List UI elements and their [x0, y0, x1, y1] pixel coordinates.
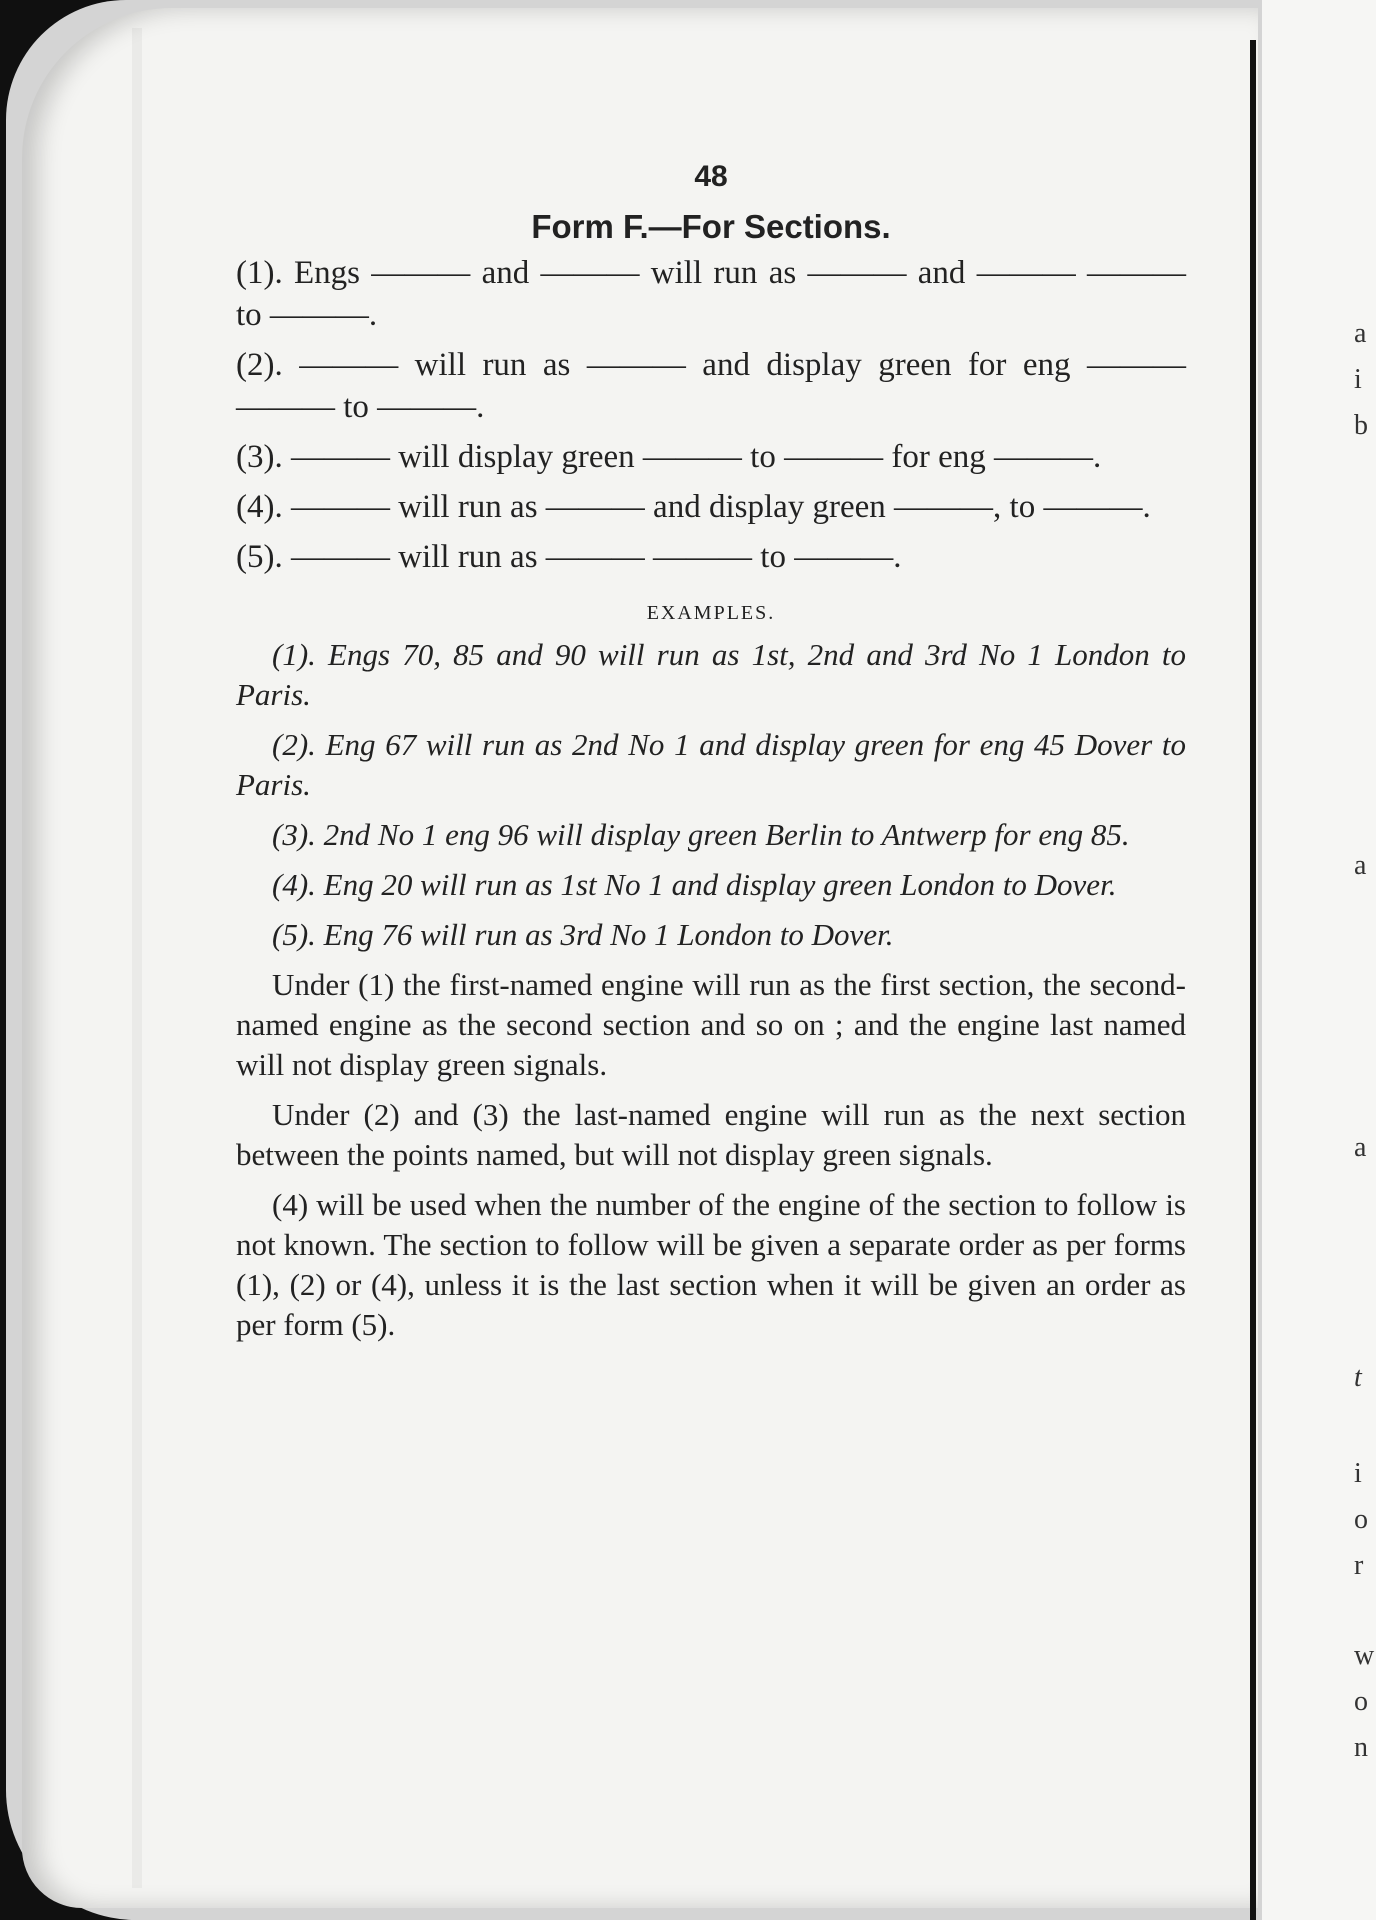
body-paragraph: (4) will be used when the number of the engine of the section to follow is not known. The section to follow will be given a separate order as per forms (1), (2) or (4), unless it is the last section when it will be given an order as per form (5). — [236, 1187, 1186, 1342]
facing-page-fragment: n — [1354, 1732, 1368, 1763]
body-paragraph: Under (1) the first-named engine will run as the first section, the second-named engine as the second section and so on ; and the engine last named will not display green signals. — [236, 967, 1186, 1082]
example-line: (3). 2nd No 1 eng 96 will display green Berlin to Antwerp for eng 85. — [272, 817, 1130, 852]
facing-page — [1262, 0, 1376, 1920]
example-line: (1). Engs 70, 85 and 90 will run as 1st, 2nd and 3rd No 1 London to Paris. — [236, 637, 1186, 712]
page-number: 48 — [694, 160, 728, 193]
example-line: (5). Eng 76 will run as 3rd No 1 London to Dover. — [272, 917, 894, 952]
facing-page-fragment: w — [1354, 1640, 1375, 1671]
body-paragraph: Under (2) and (3) the last-named engine will run as the next section between the points named, but will not display green signals. — [236, 1097, 1186, 1172]
facing-page-fragment: i — [1354, 364, 1362, 395]
facing-page-fragment: a — [1354, 1132, 1367, 1163]
form-title: Form F.—For Sections. — [531, 208, 891, 245]
examples-heading: EXAMPLES. — [646, 602, 776, 624]
facing-page-fragment: o — [1354, 1686, 1368, 1717]
page-content — [236, 160, 1186, 1355]
facing-page-fragment: o — [1354, 1504, 1368, 1535]
form-line: (3). ——— will display green ——— to ——— for eng ———. — [236, 439, 1102, 475]
form-line: (1). Engs ——— and ——— will run as ——— and ——— ——— to ———. — [236, 255, 1186, 333]
book-gutter — [1250, 40, 1256, 1920]
facing-page-fragment: b — [1354, 410, 1368, 441]
form-line: (4). ——— will run as ——— and display green ———, to ———. — [236, 489, 1151, 525]
facing-page-fragment: a — [1354, 850, 1367, 881]
facing-page-fragment: t — [1354, 1362, 1362, 1393]
facing-page-fragment: r — [1354, 1550, 1364, 1581]
facing-page-fragment: i — [1354, 1458, 1362, 1489]
facing-page-fragment: a — [1354, 318, 1367, 349]
form-line: (5). ——— will run as ——— ——— to ———. — [236, 539, 902, 575]
form-line: (2). ——— will run as ——— and display green for eng ——— ——— to ———. — [236, 347, 1186, 425]
example-line: (4). Eng 20 will run as 1st No 1 and display green London to Dover. — [272, 867, 1117, 902]
example-line: (2). Eng 67 will run as 2nd No 1 and display green for eng 45 Dover to Paris. — [236, 727, 1186, 802]
